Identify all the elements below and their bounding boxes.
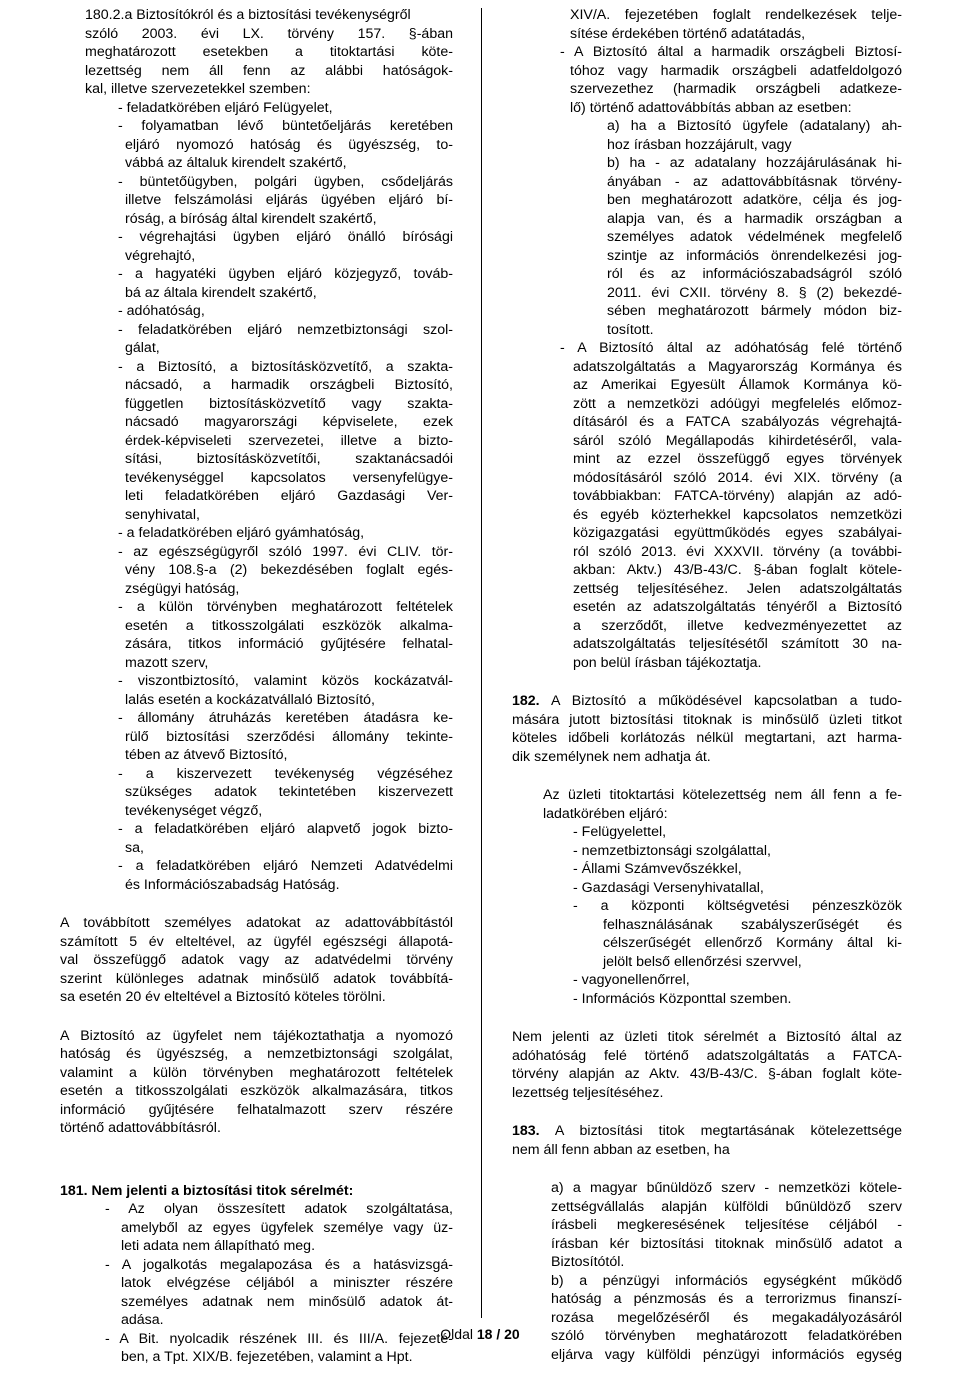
text-line: nem áll fenn abban az esetben, ha — [512, 1141, 730, 1158]
text-line: mására jutott biztosítási titoknak is minősülő üzleti titkot — [512, 711, 902, 728]
text-line: szintje az információs önrendelkezési jog- — [607, 247, 902, 264]
text-line: - feladatkörében eljáró Felügyelet, — [118, 99, 333, 116]
paragraph-gap — [512, 1102, 902, 1122]
text-line: szervezethez (harmadik országbeli adatkeze- — [570, 81, 902, 97]
text-line: XIV/A. fejezetében foglalt rendelkezések telje- — [570, 7, 902, 23]
text-line: tevékenységet végző, — [125, 802, 263, 819]
text-line: esetén a titkosszolgálati eszközök alkalmazására, titkos — [60, 1083, 453, 1099]
text-line: valamint a külön törvényben meghatározott feltételek — [60, 1064, 453, 1081]
text-line: senyhivatal, — [125, 506, 200, 523]
text-line: A Biztosító az ügyfelet nem tájékoztathatja a nyomozó — [60, 1027, 453, 1044]
text-line: leti feladatkörében eljáró Gazdasági Ver- — [125, 488, 453, 504]
text-line: módosításáról szóló 2014. évi XIX. törvény (a — [573, 469, 902, 486]
text-line: eljárva vagy külföldi pénzügyi információs egység — [551, 1346, 902, 1363]
text-line: alapja van, és a harmadik országban a — [607, 210, 902, 227]
text-line: ról és az információszabadságról szóló — [607, 266, 902, 282]
text-line: A továbbított személyes adatokat az adattovábbítástól — [60, 915, 453, 931]
text-line: a) ha a Biztosító ügyfele (adatalany) ah- — [607, 118, 902, 134]
text-line: köteles időbeli korlátozás nélkül megtartani, azt harma- — [512, 730, 902, 746]
text-line: b) a pénzügyi információs egységként működő — [551, 1272, 902, 1289]
text-line: lalás esetén a kockázatvállaló Biztosító, — [125, 691, 375, 708]
text-line: sítási, biztosításközvetítői, szaktanácsadói — [125, 451, 453, 467]
text-line: tóhoz vagy harmadik országbeli adatfeldolgozó — [570, 62, 902, 79]
paragraph-gap — [512, 1159, 902, 1179]
text-line: bá az általa kirendelt szakértő, — [125, 284, 317, 301]
text-line: meghatározott esetekben a titoktartási köte- — [85, 44, 453, 60]
text-line: érdek-képviseleti szervezetei, illetve a bizto- — [125, 432, 453, 449]
text-line: esetén a titkosszolgálati eszközök alkalma- — [125, 617, 453, 634]
page-separator: / — [496, 1326, 501, 1342]
text-line: 181. Nem jelenti a biztosítási titok sérelmét: — [60, 1182, 354, 1199]
text-line: - a feladatkörében eljáró Nemzeti Adatvédelmi — [118, 858, 453, 874]
text-line: gálat, — [125, 340, 160, 356]
text-line: - nemzetbiztonsági szolgálattal, — [573, 842, 771, 859]
text-line: zettségvállalás alapján külföldi bűnüldöző szerv — [551, 1198, 902, 1215]
text-line: tében az átvevő Biztosító, — [125, 747, 288, 763]
text-line: szóló törvényben meghatározott feladatkörében — [551, 1328, 902, 1344]
text-line: célszerűségét ellenőrző Kormány által ki- — [603, 935, 902, 951]
text-line: - Információs Központtal szemben. — [573, 990, 792, 1007]
text-line: - A Biztosító által az adóhatóság felé történő — [560, 340, 902, 356]
paragraph-gap — [512, 672, 902, 692]
right-column — [512, 6, 902, 1364]
text-line: sa esetén 20 év elteltével a Biztosító köteles törölni. — [60, 989, 386, 1005]
section-number: 182. — [512, 693, 540, 709]
text-line: dik személynek nem adhatja át. — [512, 748, 711, 765]
paragraph-gap — [512, 766, 902, 786]
text-line: b) ha - az adatalany hozzájárulásának hi- — [607, 155, 902, 171]
text-line: Nem jelenti az üzleti titok sérelmét a Biztosító által az — [512, 1029, 902, 1045]
column-divider — [481, 8, 482, 1318]
text-line: szükséges adatok tekintetében kiszervezett — [125, 784, 453, 800]
text-line: és egyéb közterhekkel kapcsolatos nemzetközi — [573, 506, 902, 523]
text-line: akban: Aktv.) 43/B-43/C. §-ában foglalt kötele- — [573, 562, 902, 578]
text-line: a szerződőt, illetve kedvezményezettet az — [573, 617, 902, 634]
text-line: sa, — [125, 839, 144, 856]
text-line: a) a magyar bűnüldöző szerv - nemzetközi kötele- — [551, 1180, 902, 1196]
text-line: közigazgatási együttműködés egyes szabályai- — [573, 525, 902, 541]
text-line: val összefüggő adatok vagy az adatvédelmi törvény — [60, 952, 453, 968]
text-line: - a külön törvényben meghatározott feltételek — [118, 599, 453, 615]
text-line: - állomány átruházás keretében átadásra ke- — [118, 710, 453, 726]
text-line: írásban kér biztosítási titoknak minősülő adatot a — [551, 1235, 902, 1252]
text-line: adatszolgáltatás teljesítésétől számított 30 na- — [573, 636, 902, 652]
text-line: róság, a bíróság által kirendelt szakértő, — [125, 210, 377, 227]
text-line: - Az olyan összesített adatok szolgáltatása, — [105, 1201, 453, 1217]
text-line: 180.2.a Biztosítókról és a biztosítási tevékenységről — [85, 7, 411, 23]
text-line: végrehajtó, — [125, 247, 196, 264]
text-line: nácsadó magyarországi képviselete, ezek — [125, 414, 453, 430]
text-line: - feladatkörében eljáró nemzetbiztonsági szol- — [118, 321, 453, 338]
text-line: zségügyi hatóság, — [125, 580, 240, 597]
text-line: 2011. évi CXII. törvény 8. § (2) bekezdé- — [607, 284, 902, 301]
text-line: hatóság és ügyészség, a nemzetbiztonsági szolgálat, — [60, 1046, 453, 1062]
text-line: - a feladatkörében eljáró gyámhatóság, — [118, 525, 365, 541]
paragraph-gap — [512, 1008, 902, 1028]
section-number: 183. — [512, 1123, 540, 1139]
text-line: - az egészségügyről szóló 1997. évi CLIV. tör- — [118, 543, 453, 560]
text-line: - A Bit. nyolcadik részének III. és III/A. fejezeté- — [105, 1330, 453, 1347]
text-line: - a központi költségvetési pénzeszközök — [573, 898, 902, 914]
text-line: felhasználásának szabályszerűségét és — [603, 916, 902, 933]
text-line: nácsadó, a harmadik országbeli Biztosító, — [125, 377, 453, 393]
text-line: - végrehajtási ügyben eljáró önálló bírósági — [118, 229, 453, 245]
text-line: tevékenységgel kapcsolatos versenyfelügye- — [125, 469, 453, 486]
text-line: vábbá az általuk kirendelt szakértő, — [125, 155, 347, 171]
text-line: sében meghatározott bármely módon biz- — [607, 303, 902, 319]
text-line: latok elvégzése céljából a miniszter részére — [121, 1275, 453, 1291]
text-line: - A jogalkotás megalapozása és a hatásvizsgá- — [105, 1256, 453, 1273]
text-line: 183. A biztosítási titok megtartásának kötelezettsége — [512, 1123, 902, 1139]
text-line: pon belül írásban tájékoztatja. — [573, 654, 762, 671]
text-line: - viszontbiztosító, valamint közös kockázatvál- — [118, 673, 453, 689]
left-column — [60, 6, 453, 1367]
text-line: zására, titkos információ gyűjtésére felhatal- — [125, 636, 453, 652]
text-line: jelölt belső ellenőrzési szervvel, — [603, 953, 802, 970]
text-line: rozása megelőzéséről és megakadályozásáról — [551, 1309, 902, 1326]
page-footer — [0, 1326, 960, 1342]
text-line: szerint különleges adatnak minősülő adatok továbbítá- — [60, 970, 453, 987]
text-line: - Állami Számvevőszékkel, — [573, 861, 742, 877]
paragraph-gap — [60, 1138, 453, 1182]
text-line: és Információszabadság Hatóság. — [125, 876, 340, 893]
text-line: személyes adatnak nem minősülő adatok át- — [121, 1293, 453, 1310]
text-line: zött a nemzetközi adóügyi megfelelés előmoz- — [573, 395, 902, 412]
current-page: 18 — [476, 1326, 493, 1342]
text-line: lezettség teljesítéséhez. — [512, 1084, 664, 1101]
text-line: 182. A Biztosító a működésével kapcsolatban a tudo- — [512, 693, 902, 709]
text-line: adóhatóság felé történő adatszolgáltatás a FATCA- — [512, 1047, 902, 1064]
text-line: - folyamatban lévő büntetőeljárás keretében — [118, 118, 453, 134]
text-line: - Felügyelettel, — [573, 824, 667, 840]
text-line: Az üzleti titoktartási kötelezettség nem áll fenn a fe- — [543, 787, 902, 803]
text-line: - vagyonellenőrrel, — [573, 972, 690, 988]
text-line: - a Biztosító, a biztosításközvetítő, a szakta- — [118, 358, 453, 375]
text-line: - A Biztosító által a harmadik országbeli Biztosí- — [560, 44, 902, 60]
text-line: - a feladatkörében eljáró alapvető jogok bizto- — [118, 821, 453, 837]
text-line: zettség teljesítéséhez. Jelen adatszolgáltatás — [573, 580, 902, 597]
text-line: mint az ezzel összefüggő egyes törvények — [573, 451, 902, 467]
text-line: személyes adatok védelmének megfelelő — [607, 229, 902, 245]
text-line: ányában - az adattovábbításnak törvény- — [607, 173, 902, 190]
text-line: tosított. — [607, 321, 654, 338]
text-line: ben meghatározott adatköre, célja és jog- — [607, 192, 902, 208]
text-line: írásbeli megkeresésének teljesítése céljából - — [551, 1217, 902, 1233]
text-line: sítése érdekében történő adatátadás, — [570, 25, 806, 42]
text-line: - büntetőügyben, polgári ügyben, csődeljárás — [118, 173, 453, 190]
text-line: történő adattovábbításról. — [60, 1120, 221, 1136]
text-line: kal, illetve szervezetekkel szemben: — [85, 81, 311, 97]
text-line: eljáró nyomozó hatóság és ügyészség, to- — [125, 136, 453, 153]
text-line: szóló 2003. évi LX. törvény 157. §-ában — [85, 25, 453, 42]
text-line: lő) történő adattovábbítás abban az esetben: — [570, 99, 852, 116]
text-line: törvény alapján az Aktv. 43/B-43/C. §-ában foglalt köte- — [512, 1066, 902, 1082]
text-line: adatszolgáltatás a Magyarország Kormánya és — [573, 358, 902, 375]
text-line: amelyből az egyes ügyfelek személye vagy üz- — [121, 1219, 453, 1236]
text-line: hatóság a pénzmosás és a terrorizmus finanszí- — [551, 1291, 902, 1307]
page-label: Oldal — [440, 1326, 473, 1342]
text-line: lezettség nem áll fenn az alábbi hatóságok- — [85, 62, 453, 79]
text-line: mazott szerv, — [125, 654, 209, 671]
text-line: illetve felszámolási eljárás ügyében eljáró bí- — [125, 192, 453, 208]
text-line: leti adata nem állapítható meg. — [121, 1238, 316, 1254]
text-line: dításáról és a FATCA szabályozás végrehajtá- — [573, 414, 902, 430]
text-line: - a kiszervezett tevékenység végzéséhez — [118, 765, 453, 782]
text-line: ról szóló 2013. évi XXXVII. törvény (a további- — [573, 543, 902, 560]
total-pages: 20 — [504, 1326, 520, 1342]
text-line: számított 5 év elteltével, az ügyfél egészségi állapotá- — [60, 933, 453, 950]
text-line: sáról szóló Megállapodás kihirdetéséről, vala- — [573, 432, 902, 449]
text-line: rülő biztosítási szerződési állomány tekinte- — [125, 728, 453, 745]
text-line: ladatkörében eljáró: — [543, 805, 668, 822]
paragraph-gap — [60, 1007, 453, 1027]
text-line: független biztosításközvetítő vagy szakta- — [125, 395, 453, 412]
text-line: hoz írásban hozzájárult, vagy — [607, 136, 792, 153]
text-line: információ gyűjtésére felhatalmazott szerv részére — [60, 1101, 453, 1118]
text-line: Biztosítótól. — [551, 1254, 625, 1270]
text-line: - adóhatóság, — [118, 303, 205, 319]
text-line: továbbiakban: FATCA-törvény) alapján az adó- — [573, 488, 902, 504]
text-line: vény 108.§-a (2) bekezdésében foglalt egés- — [125, 562, 453, 578]
paragraph-gap — [60, 894, 453, 914]
text-line: esetén az adatszolgáltatás tényéről a Biztosító — [573, 599, 902, 615]
text-line: ben, a Tpt. XIX/B. fejezetében, valamint a Hpt. — [121, 1349, 413, 1365]
text-line: adása. — [121, 1312, 164, 1328]
text-line: - a hagyatéki ügyben eljáró közjegyző, továb- — [118, 266, 453, 282]
text-line: - Gazdasági Versenyhivatallal, — [573, 879, 764, 896]
text-line: az Amerikai Egyesült Államok Kormánya kö- — [573, 377, 902, 393]
